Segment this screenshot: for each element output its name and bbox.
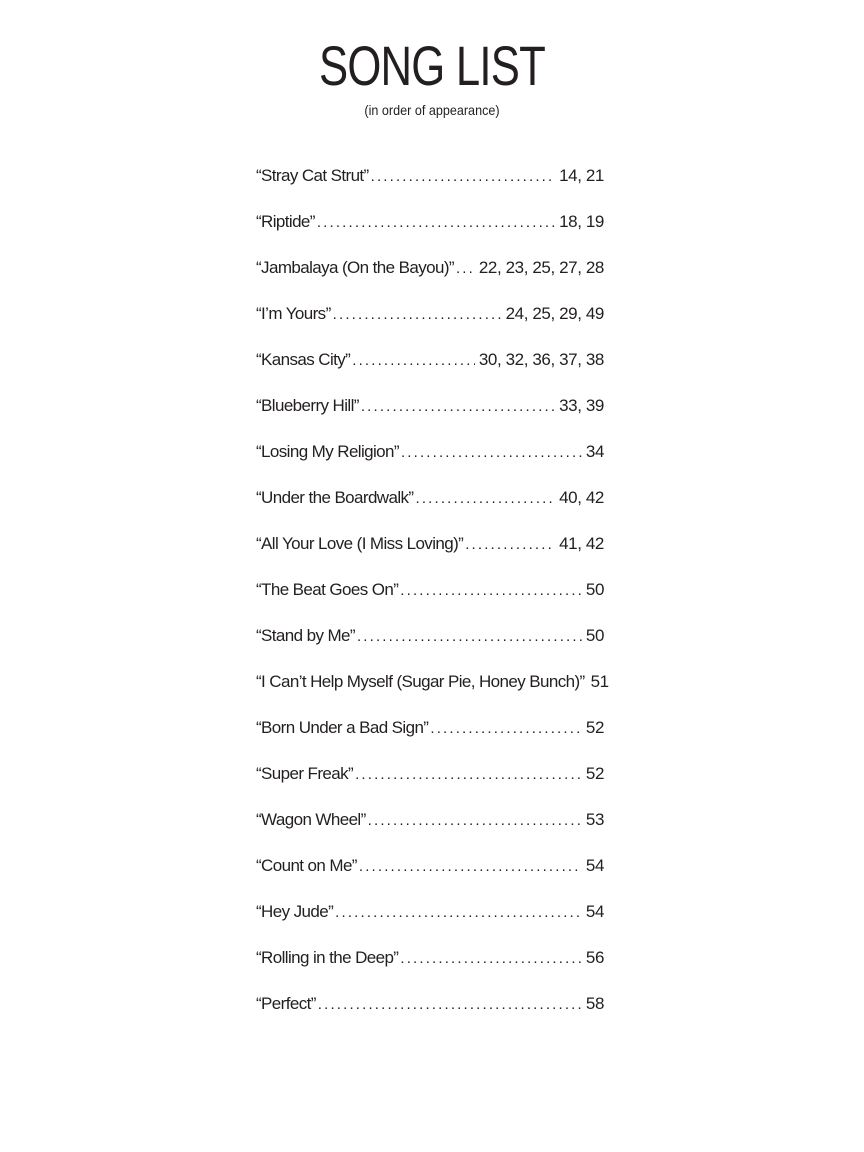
dot-leader [318, 991, 582, 1019]
dot-leader [359, 853, 582, 881]
song-row [256, 162, 604, 208]
song-pages: 54 [585, 902, 604, 921]
song-list [256, 162, 609, 1036]
song-pages: 50 [585, 580, 604, 599]
dot-leader [357, 623, 582, 651]
song-title: “Super Freak” [256, 764, 354, 783]
song-title: “Losing My Religion” [256, 442, 399, 461]
song-pages: 22, 23, 25, 27, 28 [478, 258, 604, 277]
song-row [256, 254, 604, 300]
song-pages: 54 [585, 856, 604, 875]
song-row [256, 806, 604, 852]
song-pages: 40, 42 [559, 488, 604, 507]
song-title: “Jambalaya (On the Bayou)” [256, 258, 454, 277]
song-pages: 53 [585, 810, 604, 829]
song-title: “Hey Jude” [256, 902, 334, 921]
song-pages: 50 [585, 626, 604, 645]
song-title: “Born Under a Bad Sign” [256, 718, 429, 737]
dot-leader [400, 945, 582, 973]
dot-leader [333, 301, 502, 329]
dot-leader [401, 439, 582, 467]
dot-leader [400, 577, 582, 605]
song-row [256, 852, 604, 898]
song-title: “Count on Me” [256, 856, 357, 875]
song-row [256, 944, 604, 990]
song-title: “Perfect” [256, 994, 316, 1013]
song-row [256, 714, 604, 760]
dot-leader [371, 163, 556, 191]
song-row [256, 668, 609, 714]
song-title: “Riptide” [256, 212, 315, 231]
dot-leader [335, 899, 582, 927]
song-pages: 24, 25, 29, 49 [505, 304, 604, 323]
song-row [256, 898, 604, 944]
song-title: “Kansas City” [256, 350, 351, 369]
dot-leader [352, 347, 475, 375]
dot-leader [465, 531, 555, 559]
song-title: “Stray Cat Strut” [256, 166, 369, 185]
song-row [256, 392, 604, 438]
song-row [256, 346, 604, 392]
dot-leader [361, 393, 555, 421]
dot-leader [430, 715, 582, 743]
dot-leader [456, 255, 475, 283]
page-title: SONG LIST [318, 34, 545, 97]
song-pages: 41, 42 [559, 534, 604, 553]
song-title: “Blueberry Hill” [256, 396, 359, 415]
dot-leader [368, 807, 582, 835]
song-title: “Rolling in the Deep” [256, 948, 399, 967]
song-title: “I Can’t Help Myself (Sugar Pie, Honey Bunch)” [256, 672, 585, 691]
song-title: “Stand by Me” [256, 626, 355, 645]
page-subtitle: (in order of appearance) [364, 102, 500, 118]
song-pages: 58 [585, 994, 604, 1013]
song-row [256, 622, 604, 668]
song-title: “Under the Boardwalk” [256, 488, 414, 507]
song-pages: 52 [585, 764, 604, 783]
dot-leader [355, 761, 582, 789]
dot-leader [415, 485, 555, 513]
song-pages: 52 [585, 718, 604, 737]
song-row [256, 760, 604, 806]
dot-leader [317, 209, 555, 237]
song-row [256, 300, 604, 346]
song-row [256, 530, 604, 576]
song-title: “Wagon Wheel” [256, 810, 366, 829]
song-pages: 33, 39 [559, 396, 604, 415]
song-title: “The Beat Goes On” [256, 580, 399, 599]
song-pages: 30, 32, 36, 37, 38 [478, 350, 604, 369]
song-pages: 51 [590, 672, 609, 691]
song-title: “I’m Yours” [256, 304, 331, 323]
song-row [256, 484, 604, 530]
song-row [256, 576, 604, 622]
song-row [256, 438, 604, 484]
song-pages: 18, 19 [559, 212, 604, 231]
song-row [256, 990, 604, 1036]
song-pages: 56 [585, 948, 604, 967]
song-row [256, 208, 604, 254]
song-title: “All Your Love (I Miss Loving)” [256, 534, 464, 553]
song-pages: 34 [585, 442, 604, 461]
song-pages: 14, 21 [559, 166, 604, 185]
